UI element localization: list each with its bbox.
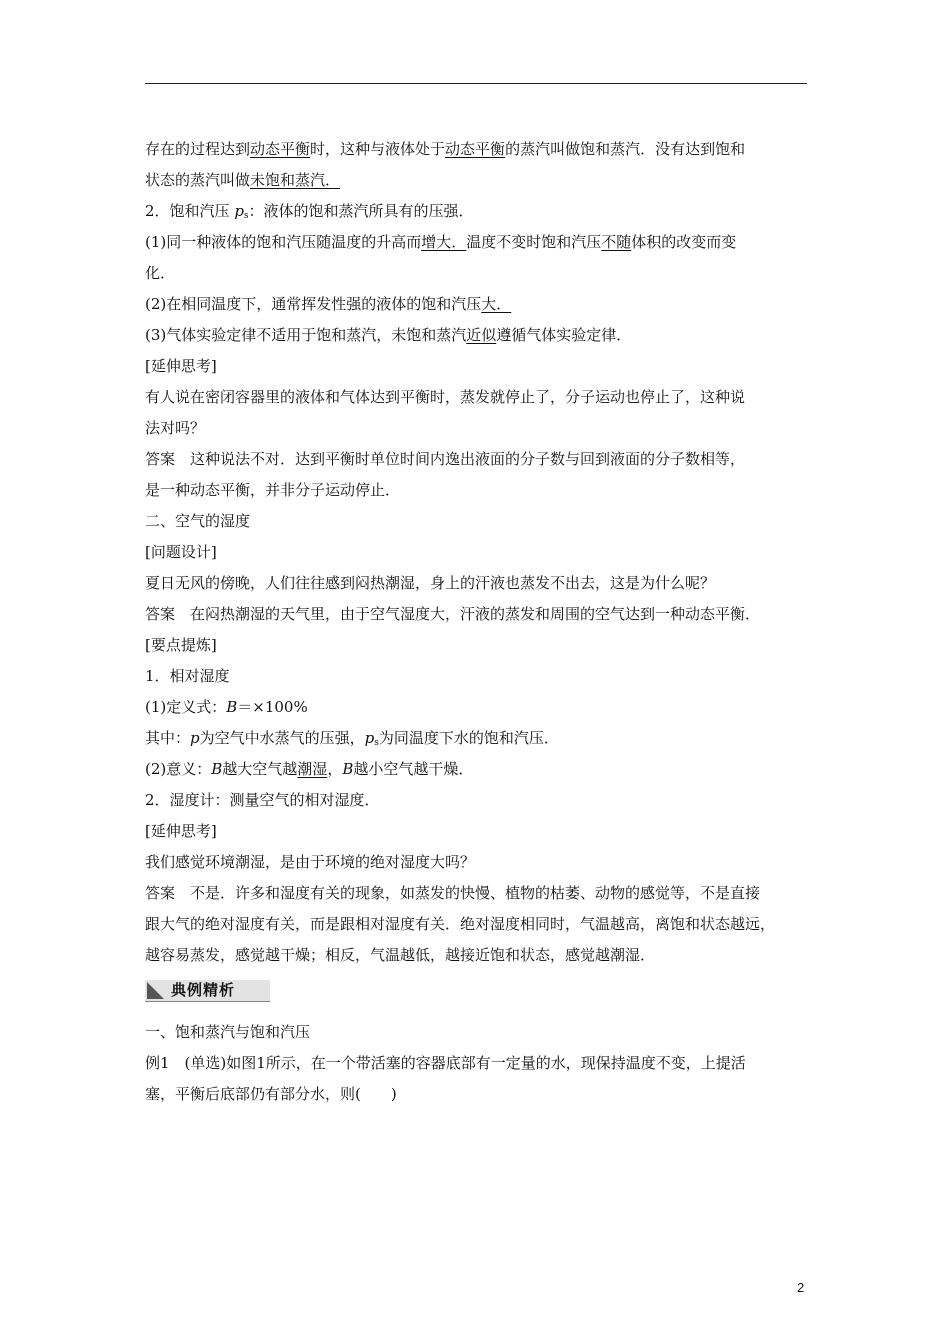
corner-triangle-icon bbox=[147, 982, 164, 999]
section-banner bbox=[145, 977, 810, 1005]
subheading: [要点提炼] bbox=[145, 636, 217, 654]
subheading: [问题设计] bbox=[145, 543, 217, 561]
text-line: 其中：p为空气中水蒸气的压强，$p_s$为同温度下水的饱和汽压． bbox=[145, 729, 559, 748]
text-line: 2．饱和汽压 $p_s$：液体的饱和蒸汽所具有的压强． bbox=[145, 202, 474, 221]
section-heading: 一、饱和蒸汽与饱和汽压 bbox=[145, 1023, 311, 1041]
subheading: [延伸思考] bbox=[145, 357, 217, 375]
text-line: 状态的蒸汽叫做未饱和蒸汽． bbox=[145, 171, 341, 189]
example-line: 塞，平衡后底部仍有部分水，则( ) bbox=[145, 1085, 397, 1103]
text-line: 2．湿度计：测量空气的相对湿度． bbox=[145, 791, 380, 809]
text-line: 法对吗？ bbox=[145, 419, 206, 437]
answer-line: 答案 在闷热潮湿的天气里，由于空气湿度大，汗液的蒸发和周围的空气达到一种动态平衡． bbox=[145, 605, 761, 623]
page-body bbox=[145, 134, 810, 1110]
header-rule bbox=[145, 83, 807, 84]
page-number: 2 bbox=[797, 1280, 805, 1295]
text-line: 夏日无风的傍晚，人们往往感到闷热潮湿，身上的汗液也蒸发不出去，这是为什么呢？ bbox=[145, 574, 716, 592]
example-line: 例1 (单选)如图1所示，在一个带活塞的容器底部有一定量的水，现保持温度不变，上提活 bbox=[145, 1054, 746, 1072]
text-line: (2)在相同温度下，通常挥发性强的液体的饱和汽压大． bbox=[145, 295, 512, 313]
text-line: (3)气体实验定律不适用于饱和蒸汽，未饱和蒸汽近似遵循气体实验定律． bbox=[145, 326, 632, 344]
text-line: 存在的过程达到动态平衡时，这种与液体处于动态平衡的蒸汽叫做饱和蒸汽．没有达到饱和 bbox=[145, 140, 746, 158]
answer-line: 答案 不是．许多和湿度有关的现象，如蒸发的快慢、植物的枯萎、动物的感觉等，不是直接 bbox=[145, 884, 761, 902]
section-banner-title: 典例精析 bbox=[171, 981, 236, 999]
text-line: (1)同一种液体的饱和汽压随温度的升高而增大．温度不变时饱和汽压不随体积的改变而变 bbox=[145, 233, 737, 251]
subheading: [延伸思考] bbox=[145, 822, 217, 840]
text-line: (2)意义：B越大空气越潮湿，B越小空气越干燥． bbox=[145, 760, 474, 778]
section-heading: 二、空气的湿度 bbox=[145, 512, 251, 530]
answer-line: 是一种动态平衡，并非分子运动停止． bbox=[145, 481, 401, 499]
answer-line: 越容易蒸发，感觉越干燥；相反，气温越低，越接近饱和状态，感觉越潮湿． bbox=[145, 946, 656, 964]
text-line: 有人说在密闭容器里的液体和气体达到平衡时，蒸发就停止了，分子运动也停止了，这种说 bbox=[145, 388, 746, 406]
answer-line: 跟大气的绝对湿度有关，而是跟相对湿度有关．绝对湿度相同时，气温越高，离饱和状态越远， bbox=[145, 915, 776, 933]
answer-line: 答案 这种说法不对．达到平衡时单位时间内逸出液面的分子数与回到液面的分子数相等， bbox=[145, 450, 746, 468]
text-line: 我们感觉环境潮湿，是由于环境的绝对湿度大吗？ bbox=[145, 853, 476, 871]
formula-line: (1)定义式：B＝×100% bbox=[145, 698, 308, 716]
text-line: 化． bbox=[145, 264, 176, 282]
text-line: 1．相对湿度 bbox=[145, 667, 230, 685]
